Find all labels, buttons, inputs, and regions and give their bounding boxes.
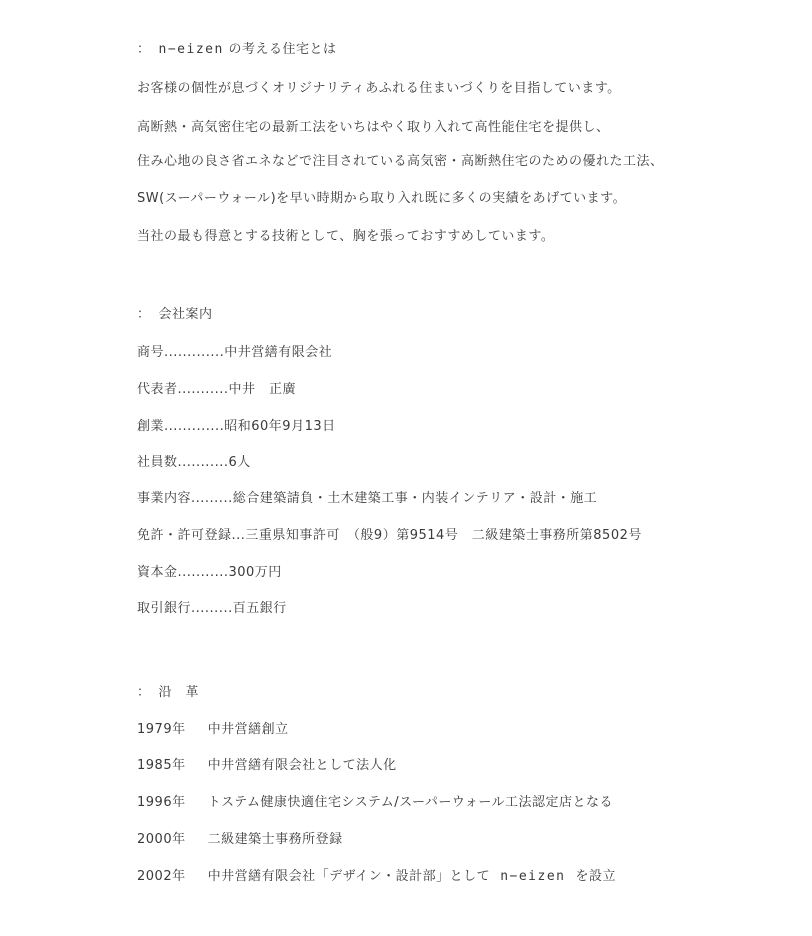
history-year: 1996年 <box>137 795 186 810</box>
history-year: 1985年 <box>137 758 186 773</box>
history-row <box>137 721 289 739</box>
concept-paragraph-3: 住み心地の良さ省エネなどで注目されている高気密・高断熱住宅のための優れた工法、 <box>137 154 664 169</box>
row-value: 百五銀行 <box>232 601 287 616</box>
company-row-representative <box>137 381 296 399</box>
company-row-business <box>137 490 597 508</box>
row-dots: ......... <box>191 491 233 506</box>
row-label: 免許・許可登録 <box>137 528 232 543</box>
row-label: 事業内容 <box>137 491 192 506</box>
row-value: 中井 正廣 <box>228 382 296 397</box>
row-label: 代表者 <box>137 382 178 397</box>
history-text: トステム健康快適住宅システム/スーパーウォール工法認定店となる <box>207 795 614 810</box>
history-text: 中井営繕有限会社「デザイン・設計部」として <box>207 869 491 884</box>
history-year: 2000年 <box>137 832 186 847</box>
concept-heading <box>137 41 336 59</box>
concept-paragraph-1: お客様の個性が息づくオリジナリティあふれる住まいづくりを目指しています。 <box>137 81 621 96</box>
row-value: 三重県知事許可 （般9）第9514号 二級建築士事務所第8502号 <box>245 528 642 543</box>
brand-name: n−eizen <box>500 869 566 884</box>
history-year: 2002年 <box>137 869 186 884</box>
history-row <box>137 831 343 849</box>
history-text: 中井営繕有限会社として法人化 <box>207 758 397 773</box>
company-heading-text: 会社案内 <box>158 307 213 322</box>
brand-name: n−eizen <box>158 42 224 57</box>
company-row-trade-name <box>137 344 332 362</box>
history-year: 1979年 <box>137 722 186 737</box>
company-row-founded <box>137 418 336 436</box>
row-dots: ......... <box>191 601 233 616</box>
concept-heading-text: の考える住宅とは <box>228 42 337 57</box>
row-value: 総合建築請負・土木建築工事・内装インテリア・設計・施工 <box>232 491 598 506</box>
row-label: 社員数 <box>137 455 178 470</box>
row-dots: ........... <box>177 382 229 397</box>
row-dots: ........... <box>177 455 229 470</box>
history-text: 二級建築士事務所登録 <box>207 832 343 847</box>
history-heading <box>137 684 199 702</box>
history-row <box>137 794 613 812</box>
concept-paragraph-5: 当社の最も得意とする技術として、胸を張っておすすめしています。 <box>137 229 555 244</box>
heading-marker: ： <box>137 685 151 700</box>
history-heading-text: 沿 革 <box>158 685 200 700</box>
row-label: 商号 <box>137 345 165 360</box>
concept-paragraph-2: 高断熱・高気密住宅の最新工法をいちはやく取り入れて高性能住宅を提供し、 <box>137 120 610 135</box>
row-label: 取引銀行 <box>137 601 192 616</box>
row-dots: ............. <box>164 419 225 434</box>
row-label: 資本金 <box>137 565 178 580</box>
company-row-employees <box>137 454 251 472</box>
row-dots: ............. <box>164 345 225 360</box>
row-dots: ... <box>231 528 246 543</box>
row-value: 昭和60年9月13日 <box>224 419 336 434</box>
history-text: 中井営繕創立 <box>207 722 289 737</box>
row-value: 中井営繕有限会社 <box>224 345 333 360</box>
row-label: 創業 <box>137 419 165 434</box>
row-value: 6人 <box>228 455 251 470</box>
heading-marker: ： <box>137 42 151 57</box>
concept-paragraph-4: SW(スーパーウォール)を早い時期から取り入れ既に多くの実績をあげています。 <box>137 191 627 206</box>
company-row-bank <box>137 600 287 618</box>
heading-marker: ： <box>137 307 151 322</box>
company-row-capital <box>137 564 282 582</box>
row-dots: ........... <box>177 565 229 580</box>
history-row <box>137 757 397 775</box>
row-value: 300万円 <box>228 565 282 580</box>
history-text-tail: を設立 <box>575 869 616 884</box>
company-row-license <box>137 527 642 545</box>
company-heading <box>137 306 213 324</box>
history-row <box>137 868 616 886</box>
